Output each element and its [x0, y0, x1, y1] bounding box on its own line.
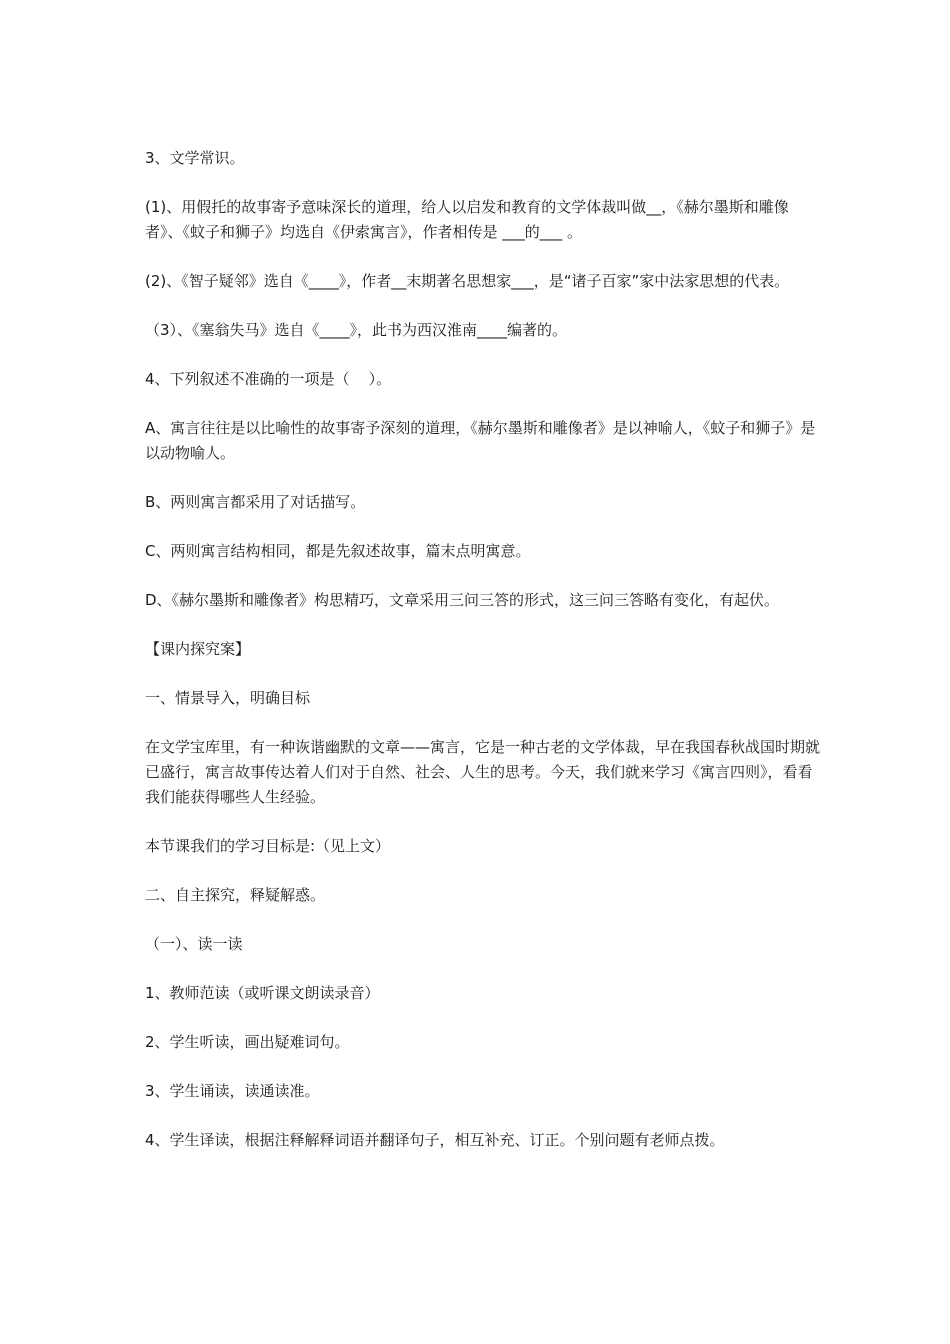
paragraph: 4、下列叙述不准确的一项是（ ）。: [145, 370, 392, 388]
paragraph: D、《赫尔墨斯和雕像者》构思精巧，文章采用三问三答的形式，这三问三答略有变化，有起伏。: [145, 591, 780, 609]
section-heading: 【课内探究案】: [145, 640, 251, 658]
paragraph: B、两则寓言都采用了对话描写。: [145, 493, 366, 511]
document-body: [145, 146, 820, 1177]
paragraph: 本节课我们的学习目标是:（见上文）: [145, 837, 391, 855]
paragraph: A、寓言往往是以比喻性的故事寄予深刻的道理，《赫尔墨斯和雕像者》是以神喻人，《蚊子和狮子》是以动物喻人。: [145, 419, 816, 462]
paragraph: C、两则寓言结构相同，都是先叙述故事，篇末点明寓意。: [145, 542, 531, 560]
paragraph: (2)、《智子疑邻》选自《____》，作者__末期著名思想家___，是“诸子百家”家中法家思想的代表。: [145, 272, 790, 290]
section-heading: 一、情景导入，明确目标: [145, 689, 311, 707]
sub-heading: （一）、读一读: [145, 935, 243, 953]
list-item: 4、学生译读，根据注释解释词语并翻译句子，相互补充、订正。个别问题有老师点拨。: [145, 1131, 725, 1149]
paragraph: 3、文学常识。: [145, 149, 245, 167]
paragraph: （3）、《塞翁失马》选自《____》，此书为西汉淮南____编著的。: [145, 321, 568, 339]
section-heading: 二、自主探究，释疑解惑。: [145, 886, 326, 904]
paragraph: 在文学宝库里，有一种诙谐幽默的文章——寓言，它是一种古老的文学体裁，早在我国春秋战国时期就已盛行，寓言故事传达着人们对于自然、社会、人生的思考。今天，我们就来学习《寓言四则》，看看我们能获得哪些人生经验。: [145, 738, 821, 806]
list-item: 1、教师范读（或听课文朗读录音）: [145, 984, 380, 1002]
list-item: 2、学生听读，画出疑难词句。: [145, 1033, 350, 1051]
list-item: 3、学生诵读，读通读准。: [145, 1082, 320, 1100]
paragraph: (1)、用假托的故事寄予意味深长的道理，给人以启发和教育的文学体裁叫做__，《赫尔墨斯和雕像者》、《蚊子和狮子》均选自《伊索寓言》，作者相传是 ___的___ 。: [145, 198, 789, 241]
